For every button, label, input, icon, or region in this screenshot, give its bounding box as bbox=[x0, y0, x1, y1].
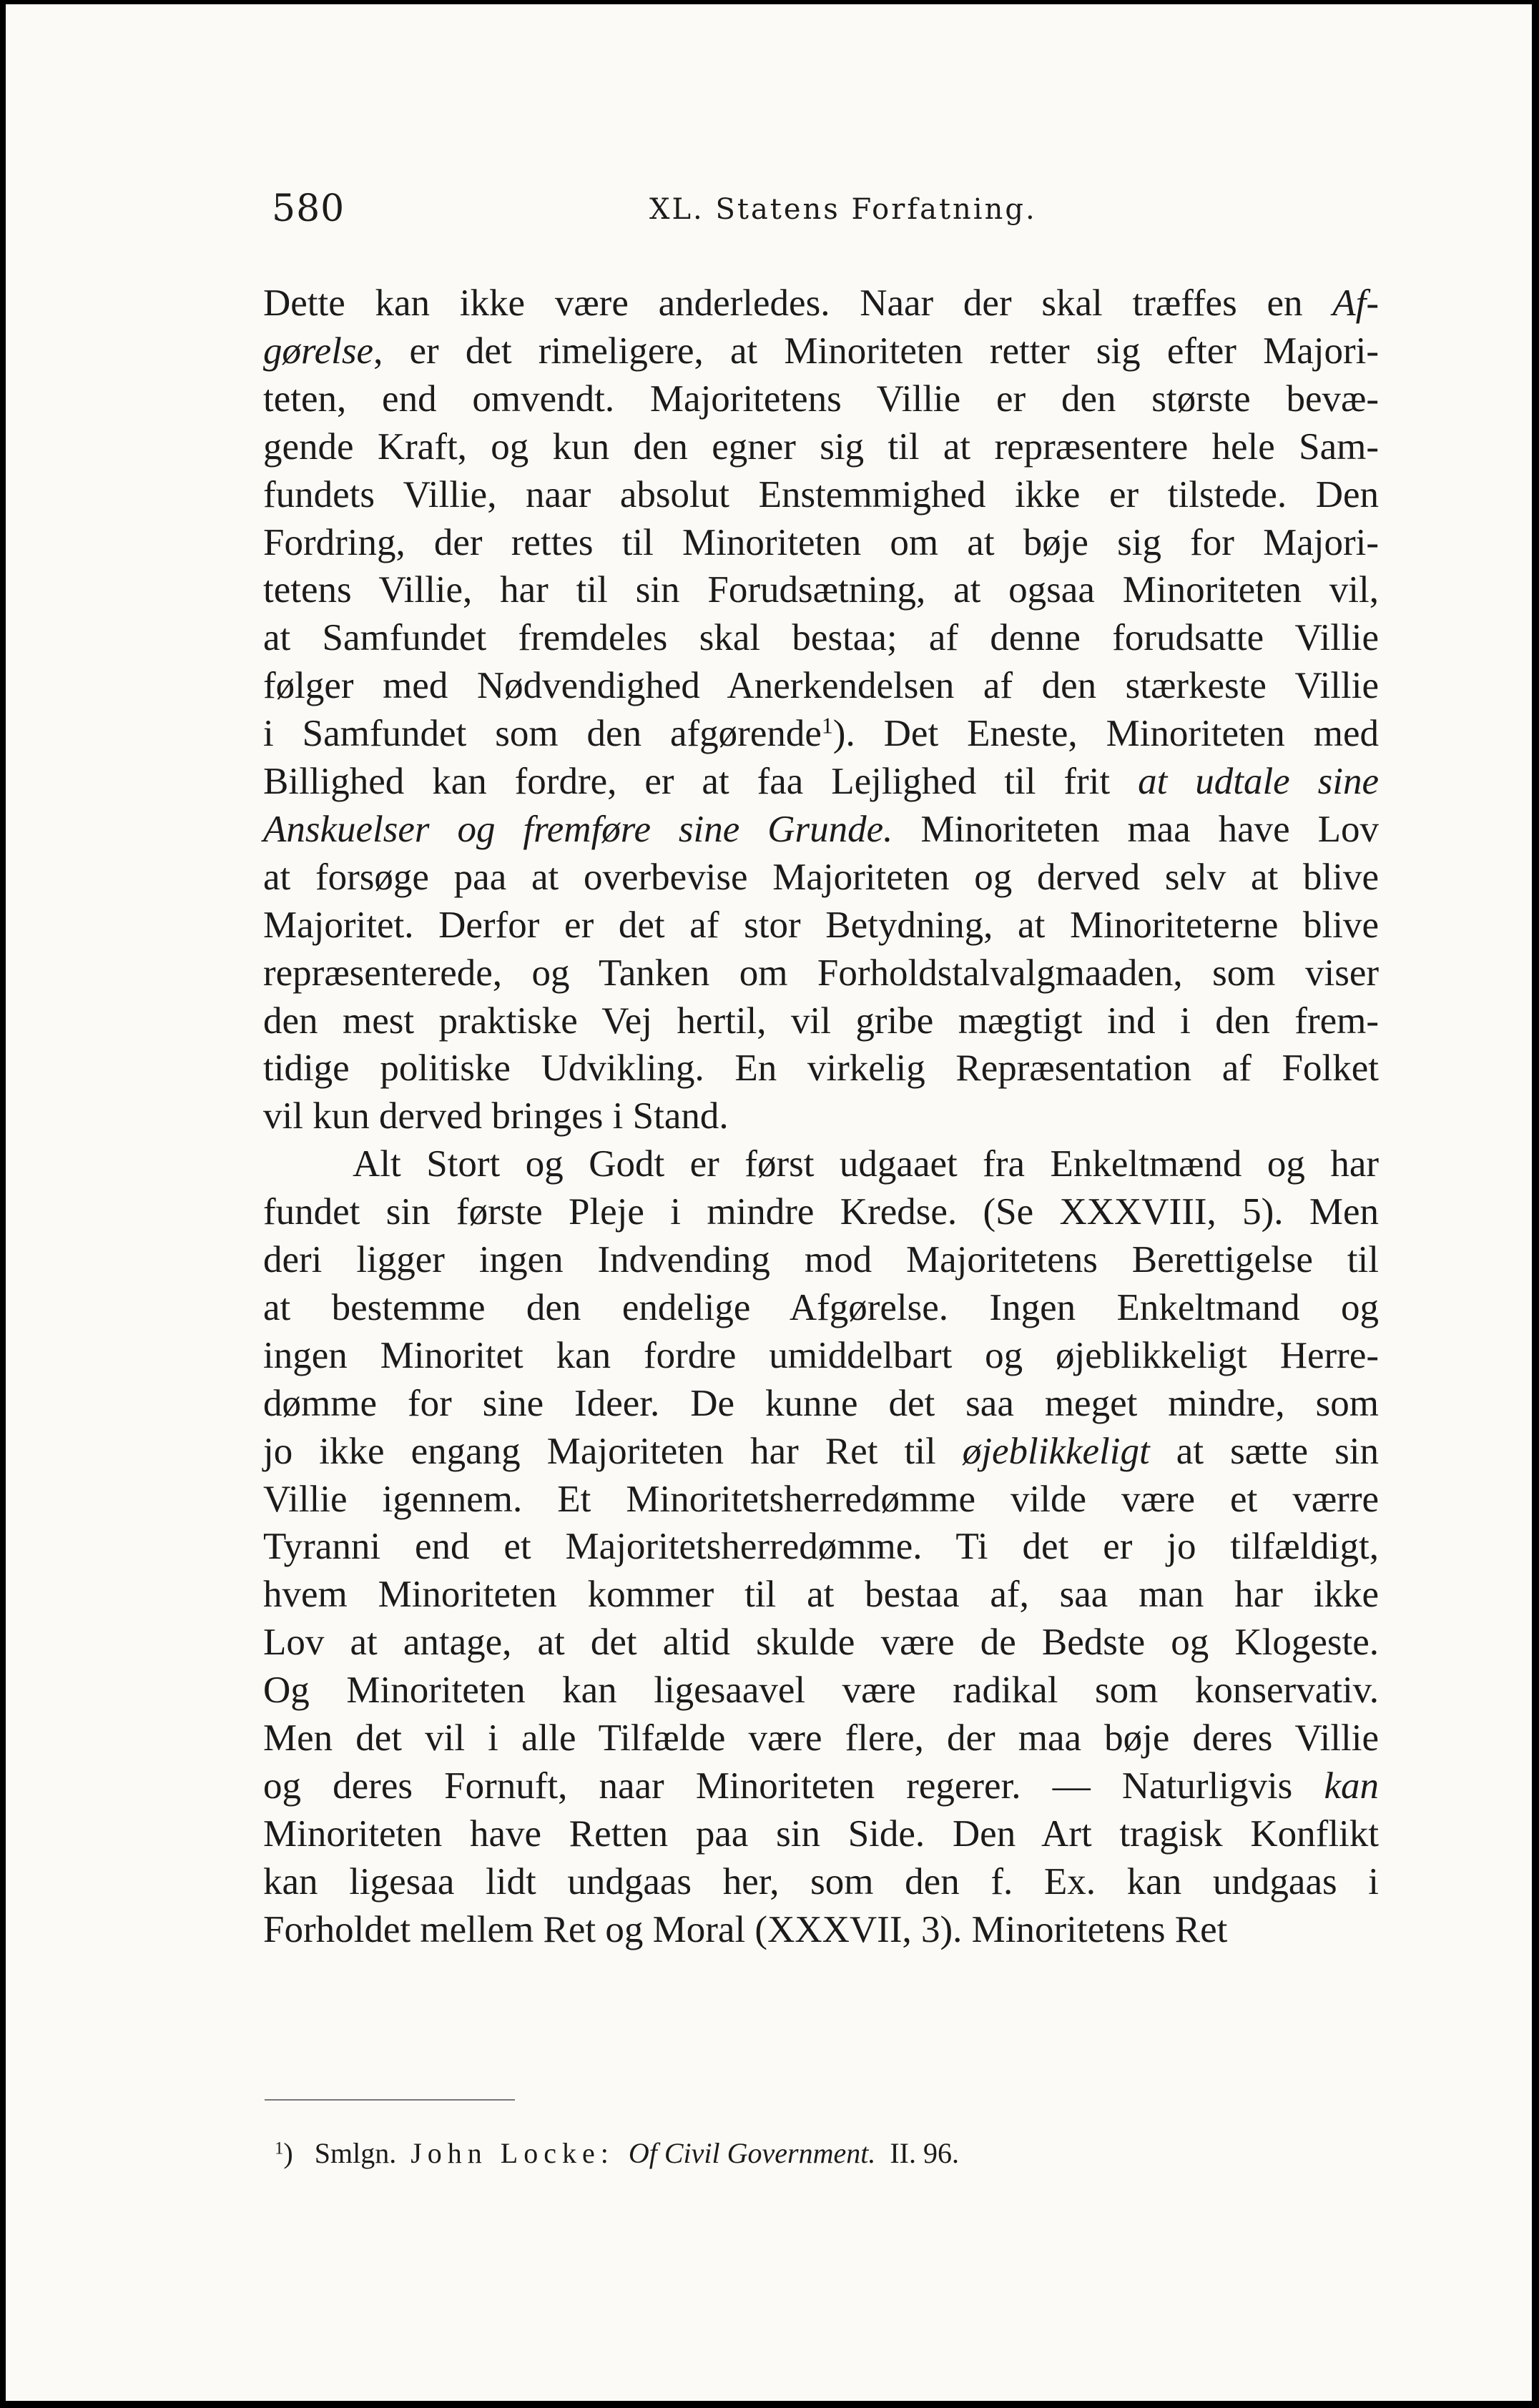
paragraph-1-line: at forsøge paa at overbevise Majoriteten og derved selv at blive bbox=[263, 857, 1379, 898]
paragraph-1-line: Majoritet. Derfor er det af stor Betydning, at Minoriteterne blive bbox=[263, 904, 1379, 946]
italic-text: Anskuelser og fremføre sine Grunde. bbox=[263, 809, 893, 850]
paragraph-1-line: Anskuelser og fremføre sine Grunde. Minoriteten maa have Lov bbox=[263, 809, 1380, 850]
italic-text: øjeblikkeligt bbox=[962, 1431, 1150, 1472]
paragraph-2-line: ingen Minoritet kan fordre umiddelbart og øjeblikkeligt Herre- bbox=[263, 1335, 1379, 1376]
paragraph-2-line: at bestemme den endelige Afgørelse. Ingen Enkeltmand og bbox=[263, 1287, 1379, 1328]
footnote bbox=[275, 2136, 959, 2170]
footnote-title: Of Civil Government. bbox=[628, 2137, 876, 2169]
paragraph-2-line: deri ligger ingen Indvending mod Majoritetens Berettigelse til bbox=[263, 1239, 1379, 1281]
paragraph-2-line: fundet sin første Pleje i mindre Kredse. (Se XXXVIII, 5). Men bbox=[263, 1191, 1379, 1233]
paragraph-1-line: fundets Villie, naar absolut Enstemmighed ikke er tilstede. Den bbox=[263, 474, 1379, 515]
paragraph-2-line: og deres Fornuft, naar Minoriteten regerer. — Naturligvis kan bbox=[263, 1765, 1379, 1807]
paragraph-2-line: Villie igennem. Et Minoritetsherredømme vilde være et værre bbox=[263, 1479, 1379, 1520]
paragraph-1-line: at Samfundet fremdeles skal bestaa; af denne forudsatte Villie bbox=[263, 617, 1379, 658]
book-page bbox=[6, 4, 1532, 2401]
paragraph-1-line: i Samfundet som den afgørende$^1$). Det Eneste, Minoriteten med bbox=[263, 713, 1380, 754]
paragraph-1-line: Billighed kan fordre, er at faa Lejlighed til frit at udtale sine bbox=[263, 761, 1379, 802]
paragraph-2-line: jo ikke engang Majoriteten har Ret til øjeblikkeligt at sætte sin bbox=[263, 1431, 1379, 1472]
paragraph-2-line: Tyranni end et Majoritetsherredømme. Ti det er jo tilfældigt, bbox=[263, 1526, 1379, 1567]
paragraph-1-line: vil kun derved bringes i Stand. bbox=[263, 1095, 729, 1137]
paragraph-1-line: følger med Nødvendighed Anerkendelsen af den stærkeste Villie bbox=[263, 665, 1379, 706]
italic-text: Af- bbox=[1332, 282, 1379, 324]
footnote-ref: II. 96. bbox=[890, 2137, 959, 2169]
italic-text: at udtale sine bbox=[1138, 761, 1379, 802]
paragraph-1-line: tetens Villie, har til sin Forudsætning, at ogsaa Minoriteten vil, bbox=[263, 569, 1379, 611]
running-title: XL. Statens Forfatning. bbox=[649, 193, 1037, 226]
paragraph-2-line: Lov at antage, at det altid skulde være de Bedste og Klogeste. bbox=[263, 1622, 1379, 1663]
paragraph-1-line: Dette kan ikke være anderledes. Naar der skal træffes en Af- bbox=[263, 282, 1379, 324]
italic-text: gørelse bbox=[263, 330, 374, 372]
paragraph-2-line: dømme for sine Ideer. De kunne det saa meget mindre, som bbox=[263, 1383, 1379, 1424]
paragraph-1-line: gende Kraft, og kun den egner sig til at repræsentere hele Sam- bbox=[263, 426, 1379, 468]
footnote-prefix: Smlgn. bbox=[314, 2137, 397, 2169]
paragraph-2-line: Alt Stort og Godt er først udgaaet fra Enkeltmænd og har bbox=[353, 1143, 1379, 1185]
paragraph-1-line: Fordring, der rettes til Minoriteten om at bøje sig for Majori- bbox=[263, 522, 1379, 563]
paragraph-2-line: hvem Minoriteten kommer til at bestaa af, saa man har ikke bbox=[263, 1574, 1379, 1615]
paragraph-2-line: Minoriteten have Retten paa sin Side. Den Art tragisk Konflikt bbox=[263, 1813, 1379, 1855]
footnote-marker-paren: ) bbox=[283, 2137, 293, 2169]
paragraph-1-line: repræsenterede, og Tanken om Forholdstalvalgmaaden, som viser bbox=[263, 952, 1379, 994]
footnote-author: John Locke: bbox=[410, 2137, 614, 2169]
footnote-marker: 1 bbox=[275, 2138, 284, 2158]
footnote-divider bbox=[265, 2099, 515, 2101]
italic-text: kan bbox=[1324, 1765, 1379, 1807]
paragraph-1-line: den mest praktiske Vej hertil, vil gribe mægtigt ind i den frem- bbox=[263, 1000, 1379, 1042]
paragraph-1-line: teten, end omvendt. Majoritetens Villie er den største bevæ- bbox=[263, 378, 1379, 420]
page-number: 580 bbox=[272, 187, 345, 230]
paragraph-2-line: Men det vil i alle Tilfælde være flere, der maa bøje deres Villie bbox=[263, 1717, 1379, 1759]
paragraph-2-line: Forholdet mellem Ret og Moral (XXXVII, 3). Minoritetens Ret bbox=[263, 1909, 1228, 1950]
footnote-reference: 1 bbox=[821, 713, 833, 739]
paragraph-2-line: Og Minoriteten kan ligesaavel være radikal som konservativ. bbox=[263, 1669, 1379, 1711]
paragraph-1-line: tidige politiske Udvikling. En virkelig Repræsentation af Folket bbox=[263, 1047, 1379, 1089]
paragraph-2-line: kan ligesaa lidt undgaas her, som den f. Ex. kan undgaas i bbox=[263, 1861, 1379, 1903]
paragraph-1-line: gørelse, er det rimeligere, at Minoriteten retter sig efter Majori- bbox=[263, 330, 1379, 372]
